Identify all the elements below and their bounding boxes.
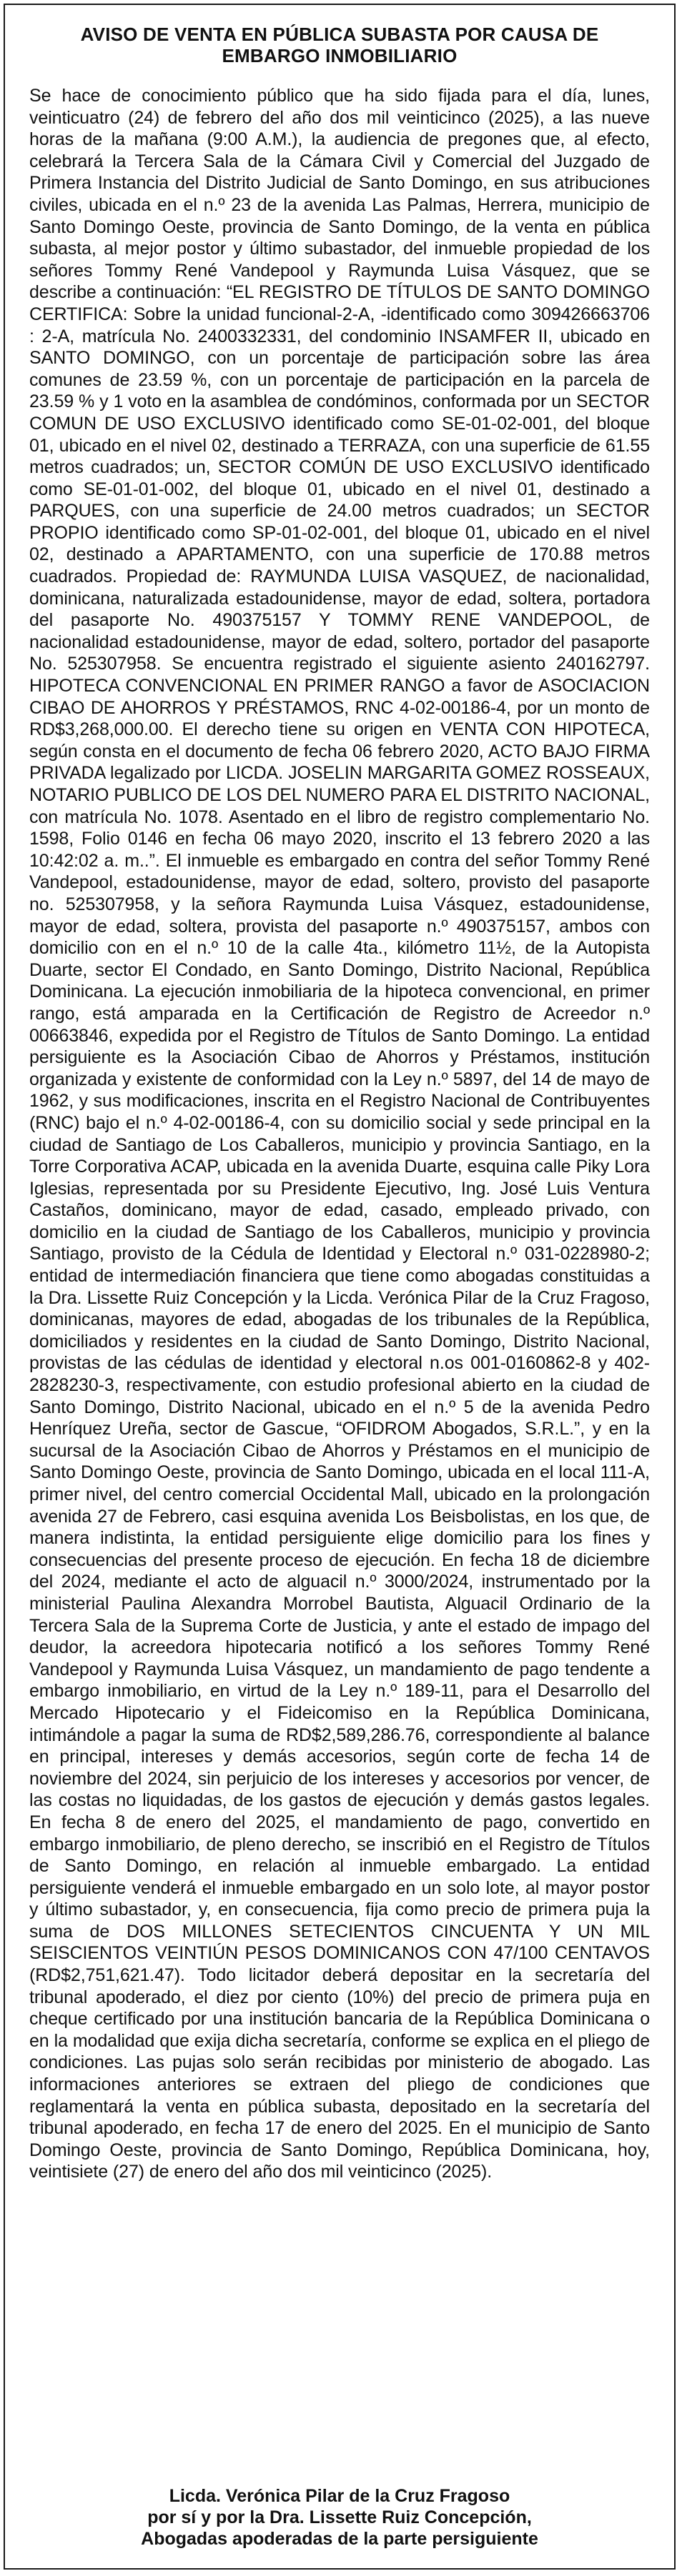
notice-title-line-1: AVISO DE VENTA EN PÚBLICA SUBASTA POR CAUSA DE bbox=[80, 24, 599, 45]
signature-line-3: Abogadas apoderadas de la parte persiguiente bbox=[141, 2529, 538, 2549]
notice-body: Se hace de conocimiento público que ha sido fijada para el día, lunes, veinticuatro (24) de febrero del año dos mil veinticinco (2025), a las nueve horas de la mañana (9:00 A.M.), la audiencia de pregones que, al efecto, celebrará la Tercera Sala de la Cámara Civil y Comercial del Juzgado de Primera Instancia del Distrito Judicial de Santo Domingo, en sus atribuciones civiles, ubicada en el n.º 23 de la avenida Las Palmas, Herrera, municipio de Santo Domingo Oeste, provincia de Santo Domingo, de la venta en pública subasta, al mejor postor y último subastador, del inmueble propiedad de los señores Tommy René Vandepool y Raymunda Luisa Vásquez, que se describe a continuación: “EL REGISTRO DE TÍTULOS DE SANTO DOMINGO CERTIFICA: Sobre la unidad funcional-2-A, -identificado como 309426663706 : 2-A, matrícula No. 2400332331, del condominio INSAMFER II, ubicado en SANTO DOMINGO, con un porcentaje de participación sobre las área comunes de 23.59 %, con un porcentaje de participación en la parcela de 23.59 % y 1 voto en la asamblea de condóminos, conformada por un SECTOR COMUN DE USO EXCLUSIVO identificado como SE-01-02-001, del bloque 01, ubicado en el nivel 02, destinado a TERRAZA, con una superficie de 61.55 metros cuadrados; un, SECTOR COMÚN DE USO EXCLUSIVO identificado como SE-01-01-002, del bloque 01, ubicado en el nivel 01, destinado a PARQUES, con una superficie de 24.00 metros cuadrados; un SECTOR PROPIO identificado como SP-01-02-001, del bloque 01, ubicado en el nivel 02, destinado a APARTAMENTO, con una superficie de 170.88 metros cuadrados. Propiedad de: RAYMUNDA LUISA VASQUEZ, de nacionalidad, dominicana, naturalizada estadounidense, mayor de edad, soltera, portadora del pasaporte No. 490375157 Y TOMMY RENE VANDEPOOL, de nacionalidad estadounidense, mayor de edad, soltero, portador del pasaporte No. 525307958. Se encuentra registrado el siguiente asiento 240162797. HIPOTECA CONVENCIONAL EN PRIMER RANGO a favor de ASOCIACION CIBAO DE AHORROS Y PRÉSTAMOS, RNC 4-02-00186-4, por un monto de RD$3,268,000.00. El derecho tiene su origen en VENTA CON HIPOTECA, según consta en el documento de fecha 06 febrero 2020, ACTO BAJO FIRMA PRIVADA legalizado por LICDA. JOSELIN MARGARITA GOMEZ ROSSEAUX, NOTARIO PUBLICO DE LOS DEL NUMERO PARA EL DISTRITO NACIONAL, con matrícula No. 1078. Asentado en el libro de registro complementario No. 1598, Folio 0146 en fecha 06 mayo 2020, inscrito el 13 febrero 2020 a las 10:42:02 a. m..”. El inmueble es embargado en contra del señor Tommy René Vandepool, estadounidense, mayor de edad, soltero, provisto del pasaporte no. 525307958, y la señora Raymunda Luisa Vásquez, estadounidense, mayor de edad, soltera, provista del pasaporte n.º 490375157, ambos con domicilio con en el n.º 10 de la calle 4ta., kilómetro 11½, de la Autopista Duarte, sector El Condado, en Santo Domingo, Distrito Nacional, República Dominicana. La ejecución inmobiliaria de la hipoteca convencional, en primer rango, está amparada en la Certificación de Registro de Acreedor n.º 00663846, expedida por el Registro de Títulos de Santo Domingo. La entidad persiguiente es la Asociación Cibao de Ahorros y Préstamos, institución organizada y existente de conformidad con la Ley n.º 5897, del 14 de mayo de 1962, y sus modificaciones, inscrita en el Registro Nacional de Contribuyentes (RNC) bajo el n.º 4-02-00186-4, con su domicilio social y sede principal en la ciudad de Santiago de Los Caballeros, municipio y provincia Santiago, en la Torre Corporativa ACAP, ubicada en la avenida Duarte, esquina calle Piky Lora Iglesias, representada por su Presidente Ejecutivo, Ing. José Luis Ventura Castaños, dominicano, mayor de edad, casado, empleado privado, con domicilio en la ciudad de Santiago de los Caballeros, municipio y provincia Santiago, provisto de la Cédula de Identidad y Electoral n.º 031-0228980-2; entidad de intermediación financiera que tiene como abogadas constituidas a la Dra. Lissette Ruiz Concepción y la Licda. Verónica Pilar de la Cruz Fragoso, dominicanas, mayores de edad, abogadas de los tribunales de la República, domiciliados y residentes en la ciudad de Santo Domingo, Distrito Nacional, provistas de las cédulas de identidad y electoral n.os 001-0160862-8 y 402-2828230-3, respectivamente, con estudio profesional abierto en la ciudad de Santo Domingo, Distrito Nacional, ubicado en el n.º 5 de la avenida Pedro Henríquez Ureña, sector de Gascue, “OFIDROM Abogados, S.R.L.”, y en la sucursal de la Asociación Cibao de Ahorros y Préstamos en el municipio de Santo Domingo Oeste, provincia de Santo Domingo, ubicada en el local 111-A, primer nivel, del centro comercial Occidental Mall, ubicado en la prolongación avenida 27 de Febrero, casi esquina avenida Los Beisbolistas, en los que, de manera indistinta, la entidad persiguiente elige domicilio para los fines y consecuencias del presente proceso de ejecución. En fecha 18 de diciembre del 2024, mediante el acto de alguacil n.º 3000/2024, instrumentado por la ministerial Paulina Alexandra Morrobel Bautista, Alguacil Ordinario de la Tercera Sala de la Suprema Corte de Justicia, y ante el estado de impago del deudor, la acreedora hipotecaria notificó a los señores Tommy René Vandepool y Raymunda Luisa Vásquez, un mandamiento de pago tendente a embargo inmobiliario, en virtud de la Ley n.º 189-11, para el Desarrollo del Mercado Hipotecario y el Fideicomiso en la República Dominicana, intimándole a pagar la suma de RD$2,589,286.76, correspondiente al balance en principal, intereses y demás accesorios, según corte de fecha 14 de noviembre del 2024, sin perjuicio de los intereses y accesorios por vencer, de las costas no liquidadas, de los gastos de ejecución y demás gastos legales. En fecha 8 de enero del 2025, el mandamiento de pago, convertido en embargo inmobiliario, de pleno derecho, se inscribió en el Registro de Títulos de Santo Domingo, en relación al inmueble embargado. La entidad persiguiente venderá el inmueble embargado en un solo lote, al mayor postor y último subastador, y, en consecuencia, fija como precio de primera puja la suma de DOS MILLONES SETECIENTOS CINCUENTA Y UN MIL SEISCIENTOS VEINTIÚN PESOS DOMINICANOS CON 47/100 CENTAVOS (RD$2,751,621.47). Todo licitador deberá depositar en la secretaría del tribunal apoderado, el diez por ciento (10%) del precio de primera puja en cheque certificado por una institución bancaria de la República Dominicana o en la modalidad que exija dicha secretaría, conforme se explica en el pliego de condiciones. Las pujas solo serán recibidas por ministerio de abogado. Las informaciones anteriores se extraen del pliego de condiciones que reglamentará la venta en pública subasta, depositado en la secretaría del tribunal apoderado, en fecha 17 de enero del 2025. En el municipio de Santo Domingo Oeste, provincia de Santo Domingo, República Dominicana, hoy, veintisiete (27) de enero del año dos mil veinticinco (2025). bbox=[29, 86, 650, 2182]
notice-title-line-2: EMBARGO INMOBILIARIO bbox=[222, 45, 458, 66]
legal-notice bbox=[4, 4, 676, 2570]
signature-line-1: Licda. Verónica Pilar de la Cruz Fragoso bbox=[169, 2486, 510, 2506]
notice-title bbox=[29, 24, 650, 66]
signature-line-2: por sí y por la Dra. Lissette Ruiz Concepción, bbox=[147, 2507, 532, 2527]
signature-block bbox=[29, 2485, 650, 2550]
